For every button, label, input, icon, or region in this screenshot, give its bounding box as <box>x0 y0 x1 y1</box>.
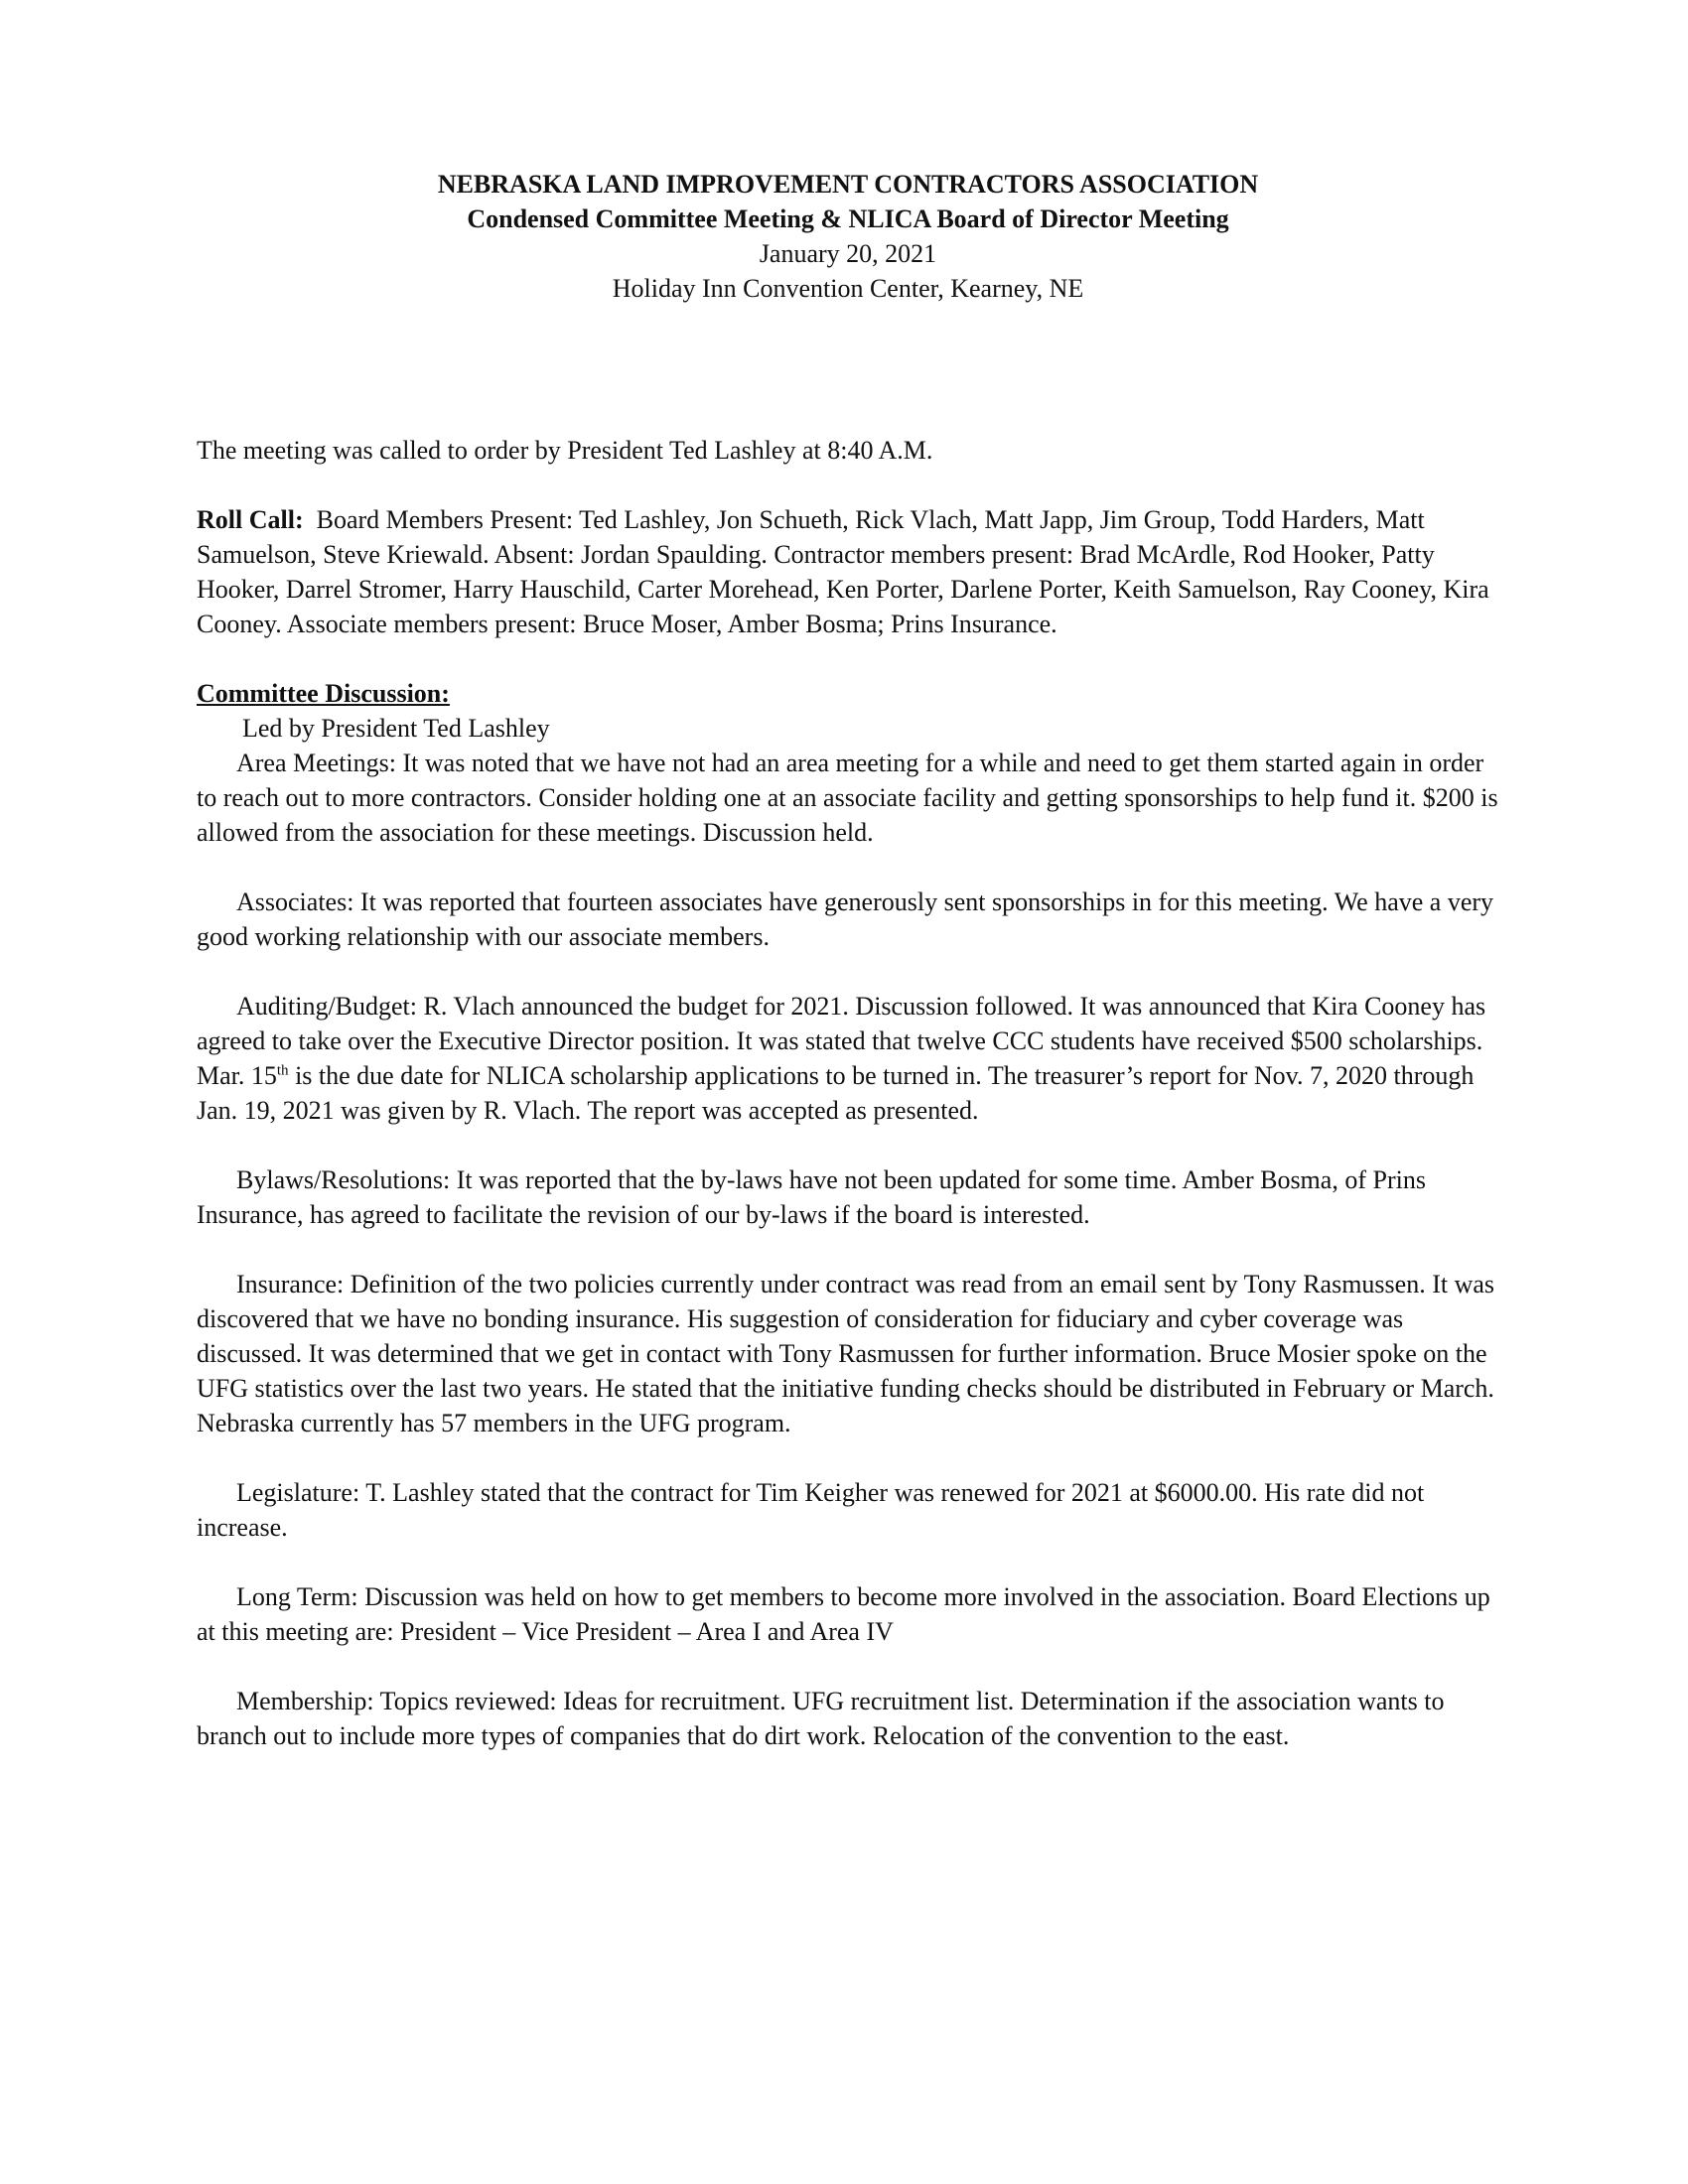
bylaws-paragraph: Bylaws/Resolutions: It was reported that the by-laws have not been updated for some time. Amber Bosma, of Prins Insurance, has agreed to facilitate the revision of our by-laws if the board is interested. <box>197 1165 1426 1229</box>
roll-call-paragraph <box>197 502 1499 641</box>
roll-call-label: Roll Call: <box>197 505 304 534</box>
roll-call-text: Board Members Present: Ted Lashley, Jon Schueth, Rick Vlach, Matt Japp, Jim Group, Todd Harders, Matt Samuelson, Steve Kriewald. Absent: Jordan Spaulding. Contractor members present: Brad McArdle, Rod Hooker, Patty Hooker, Darrel Stromer, Harry Hauschild, Carter Morehead, Ken Porter, Darlene Porter, Keith Samuelson, Ray Cooney, Kira Cooney. Associate members present: Bruce Moser, Amber Bosma; Prins Insurance. <box>197 505 1489 638</box>
meeting-location: Holiday Inn Convention Center, Kearney, NE <box>612 274 1084 303</box>
auditing-text-part-1: Auditing/Budget: R. Vlach announced the budget for 2021. Discussion followed. It was announced that Kira Cooney has agreed to take over the Executive Director position. It was stated that twelve CCC students have received $500 scholarships. Mar. 15 <box>197 992 1486 1090</box>
organization-title: NEBRASKA LAND IMPROVEMENT CONTRACTORS ASSOCIATION <box>437 170 1259 199</box>
meeting-date: January 20, 2021 <box>759 239 937 268</box>
committee-discussion-heading: Committee Discussion: <box>197 679 450 708</box>
auditing-text-part-2: is the due date for NLICA scholarship applications to be turned in. The treasurer’s report for Nov. 7, 2020 through Jan. 19, 2021 was given by R. Vlach. The report was accepted as presented. <box>197 1061 1475 1125</box>
led-by-line: Led by President Ted Lashley <box>242 714 550 743</box>
ordinal-suffix: th <box>276 1062 289 1079</box>
associates-paragraph: Associates: It was reported that fourteen associates have generously sent sponsorships in for this meeting. We have a very good working relationship with our associate members. <box>197 887 1494 951</box>
area-meetings-paragraph: Area Meetings: It was noted that we have not had an area meeting for a while and need to get them started again in order to reach out to more contractors. Consider holding one at an associate facility and getting sponsorships to help fund it. $200 is allowed from the association for these meetings. Discussion held. <box>197 749 1498 847</box>
membership-paragraph: Membership: Topics reviewed: Ideas for recruitment. UFG recruitment list. Determination if the association wants to branch out to include more types of companies that do dirt work. Relocation of the convention to the east. <box>197 1687 1445 1750</box>
document-header <box>197 167 1499 306</box>
insurance-paragraph: Insurance: Definition of the two policies currently under contract was read from an email sent by Tony Rasmussen. It was discovered that we have no bonding insurance. His suggestion of consideration for fiduciary and cyber coverage was discussed. It was determined that we get in contact with Tony Rasmussen for further information. Bruce Mosier spoke on the UFG statistics over the last two years. He stated that the initiative funding checks should be distributed in February or March. Nebraska currently has 57 members in the UFG program. <box>197 1270 1495 1437</box>
auditing-budget-paragraph <box>197 989 1499 1128</box>
long-term-paragraph: Long Term: Discussion was held on how to get members to become more involved in the association. Board Elections up at this meeting are: President – Vice President – Area I and Area IV <box>197 1582 1490 1646</box>
legislature-paragraph: Legislature: T. Lashley stated that the contract for Tim Keigher was renewed for 2021 at $6000.00. His rate did not increase. <box>197 1478 1425 1542</box>
meeting-title: Condensed Committee Meeting & NLICA Board of Director Meeting <box>467 205 1229 233</box>
call-to-order: The meeting was called to order by President Ted Lashley at 8:40 A.M. <box>197 436 933 465</box>
